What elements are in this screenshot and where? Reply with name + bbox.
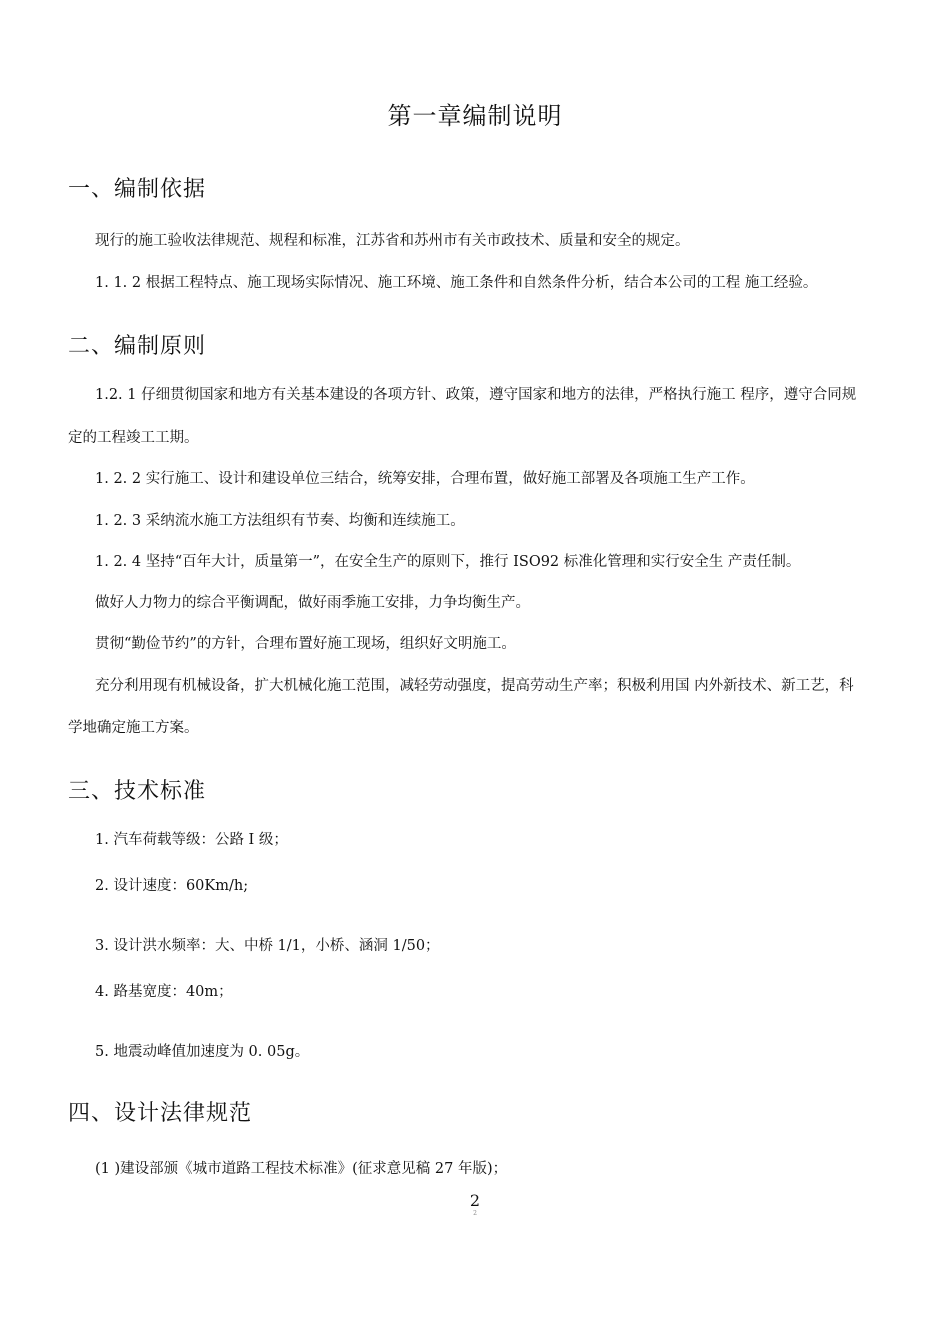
paragraph: 做好人力物力的综合平衡调配，做好雨季施工安排，力争均衡生产。 xyxy=(95,595,530,611)
paragraph: 1. 2. 3 采纳流水施工方法组织有节奏、均衡和连续施工。 xyxy=(95,513,465,529)
paragraph: 现行的施工验收法律规范、规程和标准，江苏省和苏州市有关市政技术、质量和安全的规定。 xyxy=(95,233,690,249)
section-heading-standards: 三、技术标准 xyxy=(68,779,207,804)
paragraph: (1 )建设部颁《城市道路工程技术标准》(征求意见稿 27 年版)； xyxy=(95,1161,508,1177)
paragraph: 1. 1. 2 根据工程特点、施工现场实际情况、施工环境、施工条件和自然条件分析，结合本公司的工程 施工经验。 xyxy=(95,275,818,291)
paragraph: 充分利用现有机械设备，扩大机械化施工范围，减轻劳动强度，提高劳动生产率；积极利用国 内外新技术、新工艺，科 xyxy=(95,678,854,694)
page-number-small: 2 xyxy=(473,1210,477,1217)
paragraph: 1. 2. 2 实行施工、设计和建设单位三结合，统筹安排，合理布置，做好施工部署及各项施工生产工作。 xyxy=(95,471,755,487)
list-item: 4. 路基宽度：40m； xyxy=(95,984,233,1000)
page-number: 2 xyxy=(469,1191,481,1210)
paragraph: 贯彻“勤俭节约”的方针，合理布置好施工现场，组织好文明施工。 xyxy=(95,636,516,652)
list-item: 1. 汽车荷载等级：公路 I 级； xyxy=(95,832,288,848)
paragraph-continuation: 定的工程竣工工期。 xyxy=(68,430,199,446)
list-item: 3. 设计洪水频率：大、中桥 1/1，小桥、涵洞 1/50； xyxy=(95,938,440,954)
list-item: 5. 地震动峰值加速度为 0. 05g。 xyxy=(95,1044,310,1060)
section-heading-basis: 一、编制依据 xyxy=(68,177,207,202)
section-heading-regulations: 四、设计法律规范 xyxy=(68,1101,253,1126)
section-heading-principles: 二、编制原则 xyxy=(68,334,207,359)
list-item: 2. 设计速度：60Km/h; xyxy=(95,878,249,894)
paragraph: 1.2. 1 仔细贯彻国家和地方有关基本建设的各项方针、政策，遵守国家和地方的法律，严格执行施工 程序，遵守合同规 xyxy=(95,387,857,403)
chapter-title: 第一章编制说明 xyxy=(387,102,563,130)
paragraph: 1. 2. 4 坚持“百年大计，质量第一”，在安全生产的原则下，推行 ISO92 标准化管理和实行安全生 产责任制。 xyxy=(95,554,801,570)
paragraph-continuation: 学地确定施工方案。 xyxy=(68,720,199,736)
